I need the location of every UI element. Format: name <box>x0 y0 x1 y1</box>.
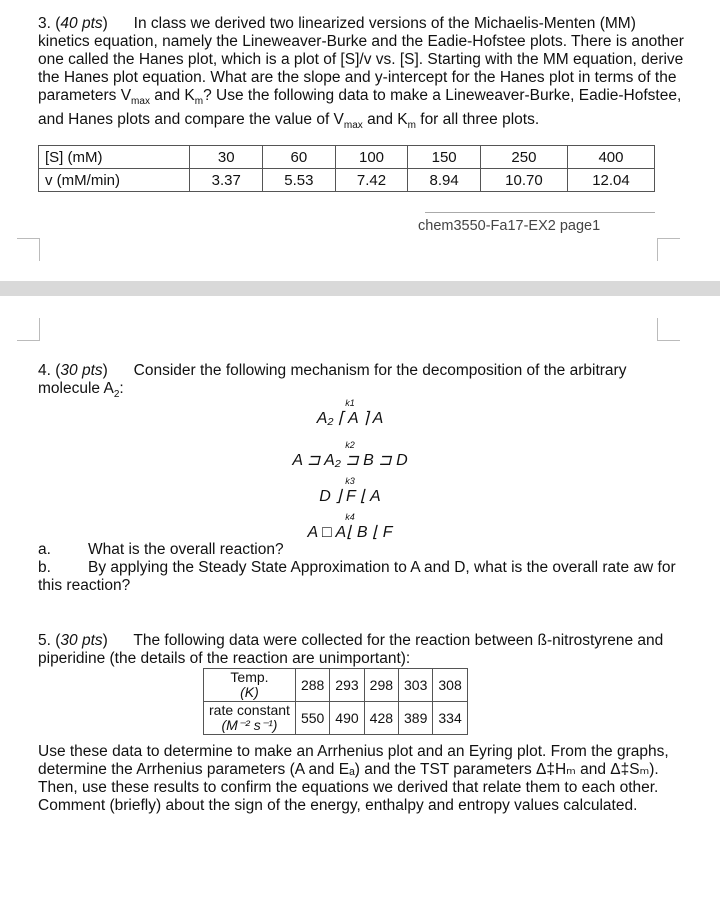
cell: 298 <box>364 669 398 702</box>
cell: 288 <box>295 669 329 702</box>
cell: 150 <box>408 146 481 169</box>
sub: max <box>343 120 363 132</box>
equation: A ⊐ A₂ ⊐ B ⊐ D <box>292 452 408 469</box>
q4-parts <box>38 541 678 595</box>
cell: 8.94 <box>408 169 481 192</box>
q3-paren: ) <box>102 15 108 32</box>
table-row <box>204 702 468 735</box>
rate-constant: k2 <box>345 440 355 450</box>
q3-text3: ? Use the following data to make a Lineweaver-Burke, Eadie-Hofstee, and Hanes plots and compare the value of V <box>38 87 682 129</box>
mechanism-step-4 <box>270 512 430 542</box>
cell: 3.37 <box>190 169 263 192</box>
q5-data-table <box>203 668 468 735</box>
unit: (K) <box>240 684 259 700</box>
sub: max <box>131 96 150 108</box>
page-corner-mark <box>657 238 680 261</box>
label: rate constant <box>209 702 290 718</box>
table-row <box>39 146 655 169</box>
cell: 490 <box>330 702 364 735</box>
q5-text: The following data were collected for the reaction between ß-nitrostyrene and piperidine (the details of the reaction are unimportant): <box>38 632 664 667</box>
cell: 550 <box>295 702 329 735</box>
question-3 <box>38 15 688 135</box>
mechanism-step-1 <box>270 398 430 428</box>
cell: 60 <box>263 146 336 169</box>
q4-number: 4. ( <box>38 362 61 379</box>
q5-points: 30 pts <box>60 632 103 649</box>
sub: 2 <box>113 389 120 401</box>
page-corner-mark <box>17 238 40 261</box>
q4-points: 30 pts <box>60 362 103 379</box>
q3-text5: for all three plots. <box>415 111 540 129</box>
q3-data-table <box>38 145 655 192</box>
mechanism-step-3 <box>270 476 430 506</box>
q3-points: 40 pts <box>60 15 103 32</box>
q3-text4: and K <box>362 111 408 129</box>
cell: 293 <box>330 669 364 702</box>
footer-divider <box>425 212 655 213</box>
q3-number: 3. ( <box>38 15 61 32</box>
part-b-text: By applying the Steady State Approximation to A and D, what is the overall rate aw for this reaction? <box>38 559 676 594</box>
header-cell <box>204 702 296 735</box>
unit: (M⁻² s⁻¹) <box>221 717 278 733</box>
cell: 7.42 <box>335 169 408 192</box>
page-footer: chem3550-Fa17-EX2 page1 <box>418 218 601 234</box>
sub: m <box>407 120 416 132</box>
cell: 334 <box>433 702 467 735</box>
question-5 <box>38 632 678 668</box>
rate-constant: k3 <box>345 476 355 486</box>
q3-text2: and K <box>149 87 195 104</box>
q5-paren: ) <box>102 632 108 649</box>
cell: 250 <box>480 146 567 169</box>
table-row <box>39 169 655 192</box>
page-corner-mark <box>17 318 40 341</box>
equation: A₂ ⌈ A ⌉ A <box>316 410 384 427</box>
cell: 428 <box>364 702 398 735</box>
q3-text: In class we derived two linearized versions of the Michaelis-Menten (MM) kinetics equation, namely the Lineweaver-Burke and the Eadie-Hofstee plots. There is another one called the Hanes plot, which is a plot of [S]/v vs. [S]. Starting with the MM equation, derive the Hanes plot equation. What are the slope and y-intercept for the Hanes plot in terms of the parameters V <box>38 15 684 104</box>
cell: 303 <box>399 669 433 702</box>
cell: 389 <box>399 702 433 735</box>
cell: 100 <box>335 146 408 169</box>
part-b-label: b. <box>38 559 51 576</box>
cell: 400 <box>567 146 654 169</box>
cell: 30 <box>190 146 263 169</box>
part-a-label: a. <box>38 541 51 558</box>
mechanism-step-2 <box>270 440 430 470</box>
page-separator <box>0 281 720 296</box>
q5-instructions <box>38 743 683 815</box>
equation: A □ A⌊ B ⌊ F <box>307 524 393 541</box>
q5-text2: Use these data to determine to make an Arrhenius plot and an Eyring plot. From the graphs, determine the Arrhenius parameters (A and Eₐ) and the TST parameters Δ‡Hₘ and Δ‡Sₘ). Then, use these results to confirm the equations we derived that relate them to each other. Comment (briefly) about the sign of the energy, enthalpy and entropy values calculated. <box>38 743 669 814</box>
cell: 10.70 <box>480 169 567 192</box>
label: Temp. <box>230 669 269 685</box>
page-corner-mark <box>657 318 680 341</box>
sub: m <box>194 96 204 108</box>
cell: 308 <box>433 669 467 702</box>
q4-text: Consider the following mechanism for the decomposition of the arbitrary molecule A <box>38 362 627 397</box>
cell: 12.04 <box>567 169 654 192</box>
header-cell <box>204 669 296 702</box>
colon: : <box>119 380 124 397</box>
q5-number: 5. ( <box>38 632 61 649</box>
rate-constant: k4 <box>345 512 355 522</box>
cell: [S] (mM) <box>39 146 190 169</box>
equation: D ⌋ F ⌊ A <box>319 488 381 505</box>
table-row <box>204 669 468 702</box>
cell: v (mM/min) <box>39 169 190 192</box>
rate-constant: k1 <box>345 398 355 408</box>
q4-paren: ) <box>102 362 108 379</box>
cell: 5.53 <box>263 169 336 192</box>
part-a-text: What is the overall reaction? <box>88 541 284 558</box>
